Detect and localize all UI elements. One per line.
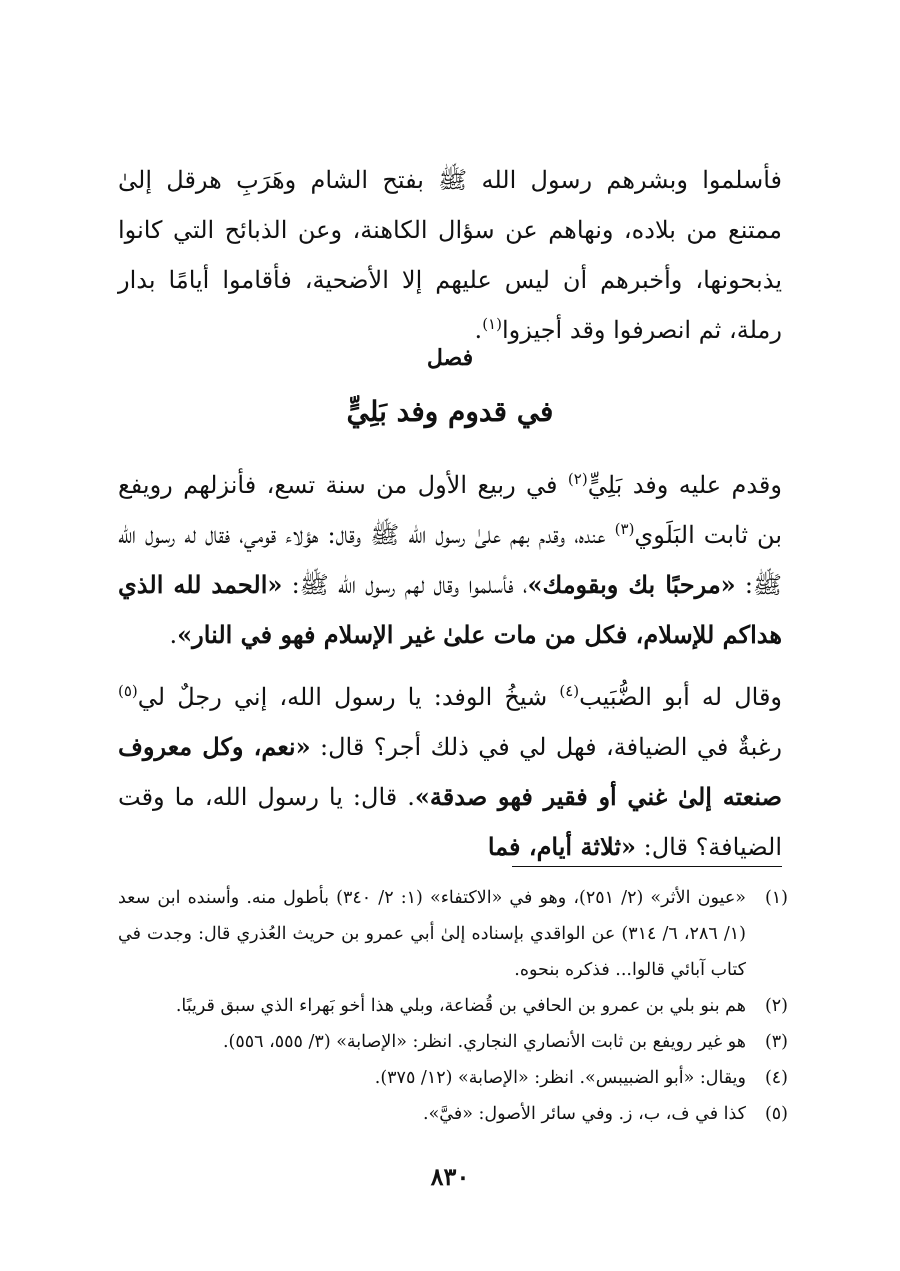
footnote-separator bbox=[512, 866, 782, 867]
footnote-ref-3: (٣) bbox=[614, 520, 635, 538]
paragraph-2-end: . bbox=[169, 621, 178, 649]
paragraph-1 bbox=[118, 155, 782, 355]
footnote-item bbox=[118, 880, 788, 988]
paragraph-3-text-b: شيخُ الوفد: يا رسول الله، إني رجلٌ لي bbox=[137, 683, 560, 711]
paragraph-1-end: . bbox=[474, 316, 483, 344]
paragraph-3-text-a: وقال له أبو الضُّبَيب bbox=[579, 683, 783, 711]
paragraph-3-text-d: . قال: يا رسول الله، ما وقت الضيافة؟ قال: bbox=[118, 783, 782, 861]
paragraph-2-text-b: في ربيع الأول من سنة تسع، فأنزلهم رويفع بن ثابت البَلَوي bbox=[118, 471, 783, 549]
footnote-item bbox=[118, 1024, 788, 1060]
paragraph-2-text-c: عنده، وقدم بهم علىٰ رسول الله ﷺ وقال: هؤلاء قومي، فقال له رسول الله ﷺ: bbox=[118, 521, 783, 599]
hadith-quote-2: «الحمد لله الذي هداكم للإسلام، فكل من مات علىٰ غير الإسلام فهو في النار» bbox=[118, 570, 782, 649]
footnote-item bbox=[118, 988, 788, 1024]
paragraph-3 bbox=[118, 672, 782, 872]
footnote-ref-5: (٥) bbox=[118, 682, 138, 700]
paragraph-2-text-d: ، فأسلموا وقال لهم رسول الله ﷺ: bbox=[282, 571, 528, 599]
paragraph-3-text-c: رغبةٌ في الضيافة، فهل لي في ذلك أجر؟ قال: bbox=[310, 733, 782, 761]
section-label: فصل bbox=[426, 345, 474, 371]
footnotes bbox=[118, 880, 788, 1132]
footnote-text: «عيون الأثر» (٢/ ٢٥١)، وهو في «الاكتفاء» (١: ٢/ ٣٤٠) بأطول منه. وأسنده ابن سعد (١/ ٢٨٦، ٦/ ٣١٤) عن الواقدي بإسناده إلىٰ أبي عمرو بن حريث العُذري قال: وجدت في كتاب آبائي قالوا... فذكره بنحوه. bbox=[118, 888, 746, 980]
footnote-number: (٥) bbox=[764, 1104, 788, 1124]
footnote-item bbox=[118, 1060, 788, 1096]
paragraph-1-block bbox=[118, 155, 782, 355]
footnote-number: (٤) bbox=[764, 1068, 788, 1088]
footnote-text: كذا في ف، ب، ز. وفي سائر الأصول: «فيَّ». bbox=[423, 1104, 746, 1124]
section-heading: في قدوم وفد بَلِيٍّ bbox=[346, 395, 554, 428]
footnote-ref-1: (١) bbox=[482, 315, 502, 333]
hadith-quote-3: «نعم، وكل معروف صنعته إلىٰ غني أو فقير فهو صدقة» bbox=[118, 732, 782, 811]
page-number: ٨٣٠ bbox=[430, 1162, 470, 1191]
footnote-text: هم بنو بلي بن عمرو بن الحافي بن قُضاعة، وبلي هذا أخو بَهراء الذي سبق قريبًا. bbox=[175, 996, 746, 1016]
footnote-number: (١) bbox=[764, 888, 788, 908]
hadith-quote-1: «مرحبًا بك وبقومك» bbox=[527, 570, 736, 599]
paragraph-2-text-a: وقدم عليه وفد بَلِيٍّ bbox=[587, 471, 782, 499]
footnote-text: ويقال: «أبو الضبيبس». انظر: «الإصابة» (١٢/ ٣٧٥). bbox=[374, 1068, 746, 1088]
footnote-text: هو غير رويفع بن ثابت الأنصاري النجاري. انظر: «الإصابة» (٣/ ٥٥٥، ٥٥٦). bbox=[222, 1032, 746, 1052]
footnote-item bbox=[118, 1096, 788, 1132]
footnote-ref-4: (٤) bbox=[559, 682, 580, 700]
footnote-number: (٢) bbox=[764, 996, 788, 1016]
footnote-ref-2: (٢) bbox=[567, 470, 588, 488]
paragraph-2 bbox=[118, 460, 782, 660]
hadith-quote-4: «ثلاثة أيام، فما bbox=[487, 832, 636, 861]
paragraph-1-text: فأسلموا وبشرهم رسول الله ﷺ بفتح الشام وهَرَبِ هرقل إلىٰ ممتنع من بلاده، ونهاهم عن سؤال الكاهنة، وعن الذبائح التي كانوا يذبحونها، وأخبرهم أن ليس عليهم إلا الأضحية، فأقاموا أيامًا بدار رملة، ثم انصرفوا وقد أجيزوا bbox=[118, 166, 782, 344]
body-block bbox=[118, 460, 782, 872]
footnote-number: (٣) bbox=[764, 1032, 788, 1052]
